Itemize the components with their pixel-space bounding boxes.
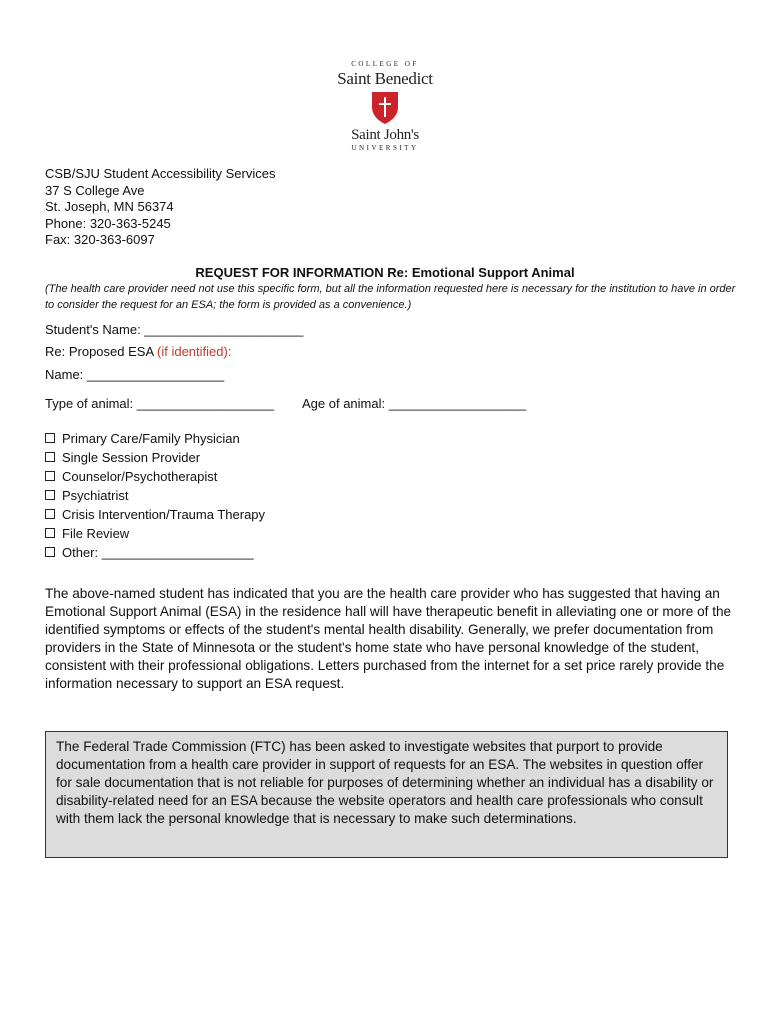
logo-college-of: COLLEGE OF	[351, 60, 419, 68]
phone-line: Phone: 320-363-5245	[45, 215, 171, 231]
proposed-esa-text: Re: Proposed ESA	[45, 344, 158, 359]
checkbox-icon[interactable]	[45, 490, 55, 500]
age-of-animal-field[interactable]: Age of animal: ___________________	[302, 396, 527, 411]
address-line: 37 S College Ave	[45, 182, 145, 198]
student-name-field[interactable]: Student's Name: ______________________	[45, 322, 304, 337]
checkbox-icon[interactable]	[45, 509, 55, 519]
checkbox-other[interactable]: Other: _____________________	[45, 543, 265, 562]
logo-university: UNIVERSITY	[351, 144, 419, 152]
checkbox-icon[interactable]	[45, 452, 55, 462]
body-paragraph: The above-named student has indicated that you are the health care provider who has suggested that having an Emotional Support Animal (ESA) in the residence hall will have therapeutic benefit in alleviating one or more of the identified symptoms or effects of the student's mental health disability. Generally, we prefer documentation from providers in the State of Minnesota or the student's home state who have personal knowledge of the student, consistent with their professional obligations. Letters purchased from the internet for a set price rarely provide the information necessary to support an ESA request.	[45, 586, 732, 691]
provider-checklist	[45, 429, 265, 562]
animal-name-field[interactable]: Name: ___________________	[45, 367, 225, 382]
shield-icon	[371, 91, 399, 125]
logo-saint-johns: Saint John's	[351, 127, 419, 143]
disclaimer-text: (The health care provider need not use this specific form, but all the information requested here is necessary for the institution to have in order to consider the request for an ESA; the form is provided as a convenience.)	[45, 283, 736, 311]
checkbox-icon[interactable]	[45, 471, 55, 481]
proposed-esa-label	[45, 344, 231, 359]
page-title: REQUEST FOR INFORMATION Re: Emotional Support Animal	[195, 265, 575, 280]
checkbox-icon[interactable]	[45, 547, 55, 557]
address-line: CSB/SJU Student Accessibility Services	[45, 166, 276, 181]
checkbox-psychiatrist[interactable]: Psychiatrist	[45, 486, 265, 505]
address-line: St. Joseph, MN 56374	[45, 199, 174, 214]
checkbox-primary-care[interactable]: Primary Care/Family Physician	[45, 429, 265, 448]
checkbox-file-review[interactable]: File Review	[45, 524, 265, 543]
checkbox-icon[interactable]	[45, 433, 55, 443]
address-block	[45, 166, 275, 249]
checkbox-icon[interactable]	[45, 528, 55, 538]
if-identified-text: (if identified):	[157, 344, 232, 359]
type-of-animal-field[interactable]: Type of animal: ___________________	[45, 396, 275, 411]
fax-line: Fax: 320-363-6097	[45, 232, 155, 247]
college-logo	[330, 60, 440, 168]
checkbox-crisis-intervention[interactable]: Crisis Intervention/Trauma Therapy	[45, 505, 265, 524]
checkbox-single-session[interactable]: Single Session Provider	[45, 448, 265, 467]
ftc-notice-box: The Federal Trade Commission (FTC) has been asked to investigate websites that purport to provide documentation from a health care provider in support of requests for an ESA. The websites in question offer for sale documentation that is not reliable for purposes of determining whether an individual has a disability or disability-related need for an ESA because the website operators and health care professionals who consult with them lack the personal knowledge that is necessary to make such determinations.	[45, 731, 728, 858]
logo-saint-benedict: Saint Benedict	[337, 69, 433, 88]
checkbox-counselor[interactable]: Counselor/Psychotherapist	[45, 467, 265, 486]
